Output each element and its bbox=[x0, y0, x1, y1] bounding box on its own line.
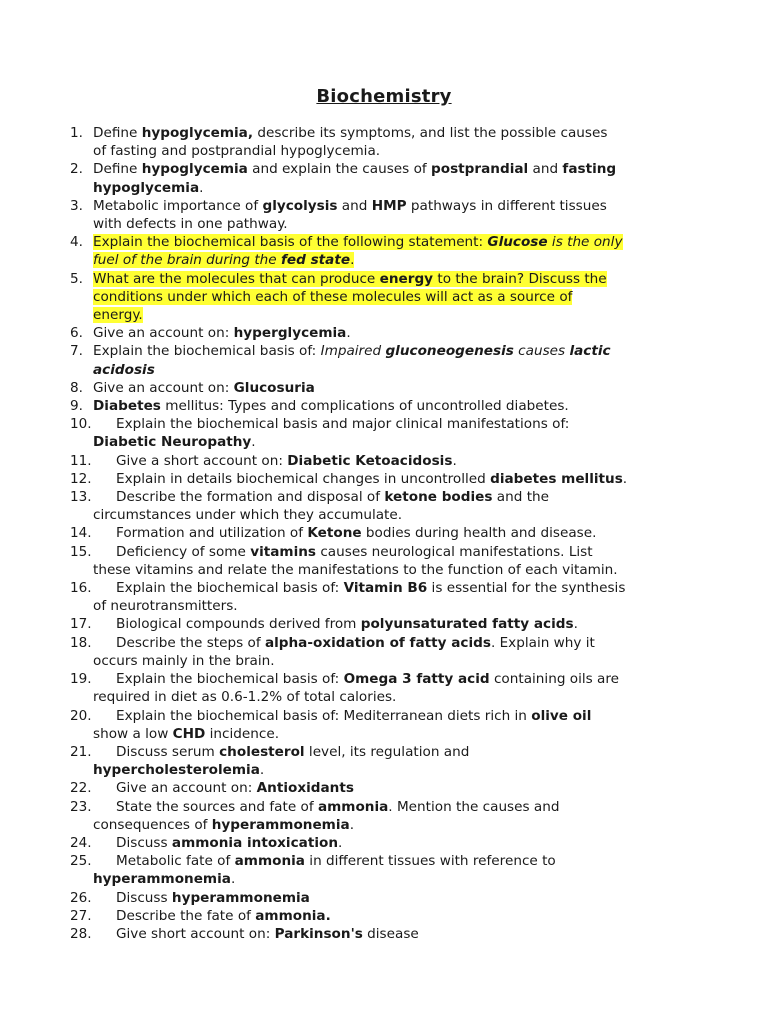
key-term: polyunsaturated fatty acids bbox=[360, 616, 574, 633]
question-line bbox=[93, 561, 710, 579]
question-text: Give a short account on: bbox=[116, 452, 288, 469]
question-number: 8. bbox=[70, 379, 83, 396]
question-text: . bbox=[622, 470, 628, 487]
question-text: . bbox=[346, 325, 351, 342]
key-term: hypercholesterolemia bbox=[93, 762, 260, 779]
question-line bbox=[93, 870, 710, 888]
question-text: . bbox=[350, 252, 355, 269]
question-text: Describe the steps of bbox=[116, 634, 265, 651]
question-item bbox=[70, 324, 710, 342]
question-text: Formation and utilization of bbox=[116, 525, 308, 542]
question-number: 21. bbox=[70, 743, 92, 760]
question-item bbox=[70, 270, 710, 325]
question-text: level, its regulation and bbox=[304, 743, 470, 760]
question-text: disease bbox=[362, 925, 419, 942]
question-item bbox=[70, 197, 710, 233]
question-item bbox=[70, 889, 710, 907]
key-term: glycolysis bbox=[262, 197, 338, 214]
question-text: Explain the biochemical basis of: bbox=[116, 580, 344, 597]
question-item bbox=[70, 707, 710, 743]
question-item bbox=[70, 925, 710, 943]
question-text: Describe the formation and disposal of bbox=[116, 489, 385, 506]
key-term: diabetes mellitus bbox=[490, 470, 623, 487]
question-text: incidence. bbox=[205, 725, 280, 742]
question-number: 5. bbox=[70, 270, 83, 287]
question-item bbox=[70, 798, 710, 834]
question-number: 15. bbox=[70, 543, 92, 560]
question-text: Metabolic fate of bbox=[116, 853, 235, 870]
question-line bbox=[93, 288, 710, 306]
key-term: Ketone bbox=[307, 525, 362, 542]
question-text: is the only bbox=[547, 234, 623, 251]
question-text: Define bbox=[93, 125, 142, 141]
question-text: occurs mainly in the brain. bbox=[93, 652, 275, 669]
key-term: Glucosuria bbox=[233, 379, 315, 396]
key-term: hyperammonemia bbox=[171, 889, 310, 906]
question-text: causes bbox=[513, 343, 570, 360]
question-text: Explain the biochemical basis of: Mediterranean diets rich in bbox=[116, 707, 532, 724]
key-term: hypoglycemia, bbox=[141, 125, 254, 141]
key-term: hypoglycemia bbox=[141, 161, 248, 178]
question-text: these vitamins and relate the manifestations to the function of each vitamin. bbox=[93, 561, 618, 578]
question-text: Deficiency of some bbox=[116, 543, 251, 560]
question-line bbox=[93, 197, 710, 215]
question-text: . bbox=[230, 871, 236, 888]
question-item bbox=[70, 524, 710, 542]
question-text: and the bbox=[492, 489, 550, 506]
question-number: 16. bbox=[70, 580, 92, 597]
question-text: Describe the fate of bbox=[116, 907, 256, 924]
question-item bbox=[70, 634, 710, 670]
question-item bbox=[70, 379, 710, 397]
question-number: 6. bbox=[70, 325, 83, 342]
question-number: 23. bbox=[70, 798, 92, 815]
question-text: Explain the biochemical basis of: bbox=[93, 343, 321, 360]
question-line bbox=[93, 179, 710, 197]
key-term: CHD bbox=[172, 725, 206, 742]
question-item bbox=[70, 124, 710, 160]
key-term: Diabetic Ketoacidosis bbox=[287, 452, 453, 469]
question-line bbox=[116, 615, 710, 633]
question-text: . bbox=[338, 834, 343, 851]
question-line bbox=[116, 907, 710, 925]
question-text: Give an account on: bbox=[93, 379, 234, 396]
question-text: Discuss serum bbox=[116, 743, 220, 760]
question-line bbox=[116, 634, 710, 652]
question-line bbox=[116, 415, 710, 433]
question-text: to the brain? Discuss the bbox=[433, 270, 607, 287]
key-term: fasting bbox=[562, 161, 617, 178]
key-term: energy bbox=[379, 270, 434, 287]
question-number: 10. bbox=[70, 416, 92, 433]
key-term: HMP bbox=[371, 197, 407, 214]
key-term: hyperammonemia bbox=[211, 816, 350, 833]
question-line bbox=[116, 524, 710, 542]
question-text: describe its symptoms, and list the possible causes bbox=[253, 125, 608, 141]
question-text: . bbox=[259, 762, 265, 779]
question-text: mellitus: Types and complications of uncontrolled diabetes. bbox=[160, 398, 569, 415]
key-term: postprandial bbox=[431, 161, 529, 178]
question-number: 13. bbox=[70, 489, 92, 506]
key-term: ammonia intoxication bbox=[171, 834, 338, 851]
question-text: containing oils are bbox=[489, 671, 620, 688]
key-term: ketone bodies bbox=[384, 489, 493, 506]
question-item bbox=[70, 470, 710, 488]
question-line bbox=[116, 779, 710, 797]
question-text: . bbox=[452, 452, 457, 469]
question-item bbox=[70, 579, 710, 615]
question-text: Give an account on: bbox=[93, 325, 234, 342]
question-number: 28. bbox=[70, 925, 92, 942]
question-line bbox=[93, 506, 710, 524]
question-line bbox=[116, 452, 710, 470]
question-line bbox=[116, 470, 710, 488]
key-term: olive oil bbox=[531, 707, 592, 724]
question-text: Give an account on: bbox=[116, 780, 257, 797]
question-text: Explain in details biochemical changes in uncontrolled bbox=[116, 470, 491, 487]
question-line bbox=[93, 215, 710, 233]
question-item bbox=[70, 488, 710, 524]
question-line bbox=[116, 798, 710, 816]
question-number: 17. bbox=[70, 616, 92, 633]
question-text: and bbox=[337, 197, 372, 214]
key-term: hyperammonemia bbox=[93, 871, 231, 888]
question-item bbox=[70, 543, 710, 579]
question-number: 18. bbox=[70, 634, 92, 651]
question-text: . bbox=[349, 816, 355, 833]
question-text: with defects in one pathway. bbox=[93, 216, 288, 233]
question-line bbox=[93, 361, 710, 379]
question-item bbox=[70, 452, 710, 470]
question-line bbox=[116, 543, 710, 561]
question-text: Metabolic importance of bbox=[93, 197, 263, 214]
question-text: and bbox=[528, 161, 563, 178]
question-item bbox=[70, 233, 710, 269]
question-number: 12. bbox=[70, 470, 92, 487]
question-number: 2. bbox=[70, 161, 83, 178]
question-number: 1. bbox=[70, 125, 83, 141]
question-number: 4. bbox=[70, 234, 83, 251]
question-text: Biological compounds derived from bbox=[116, 616, 361, 633]
question-text: Discuss bbox=[116, 889, 172, 906]
key-term: cholesterol bbox=[219, 743, 305, 760]
question-line bbox=[116, 579, 710, 597]
question-number: 24. bbox=[70, 834, 92, 851]
question-text: State the sources and fate of bbox=[116, 798, 318, 815]
question-line bbox=[93, 433, 710, 451]
question-line bbox=[93, 324, 710, 342]
question-line bbox=[93, 233, 710, 251]
question-text: pathways in different tissues bbox=[406, 197, 607, 214]
key-term: Antioxidants bbox=[256, 780, 354, 797]
question-line bbox=[93, 688, 710, 706]
question-text: is essential for the synthesis bbox=[427, 580, 626, 597]
question-text: Discuss bbox=[116, 834, 172, 851]
question-text: . Explain why it bbox=[490, 634, 595, 651]
key-term: Omega 3 fatty acid bbox=[343, 671, 490, 688]
question-line bbox=[116, 925, 710, 943]
question-item bbox=[70, 743, 710, 779]
question-text: Explain the biochemical basis and major clinical manifestations of: bbox=[116, 416, 570, 433]
question-number: 19. bbox=[70, 671, 92, 688]
question-item bbox=[70, 670, 710, 706]
question-text: circumstances under which they accumulate. bbox=[93, 507, 403, 524]
question-item bbox=[70, 342, 710, 378]
question-text: conditions under which each of these molecules will act as a source of bbox=[93, 288, 573, 305]
question-item bbox=[70, 834, 710, 852]
key-term: lactic bbox=[569, 343, 611, 360]
question-list bbox=[70, 124, 710, 943]
question-text: consequences of bbox=[93, 816, 212, 833]
question-text: . bbox=[251, 434, 256, 451]
question-item bbox=[70, 615, 710, 633]
question-text: . bbox=[573, 616, 578, 633]
key-term: Vitamin B6 bbox=[343, 580, 428, 597]
question-line bbox=[93, 342, 710, 360]
question-number: 26. bbox=[70, 889, 92, 906]
question-text: Give short account on: bbox=[116, 925, 275, 942]
question-line bbox=[93, 270, 710, 288]
question-number: 22. bbox=[70, 780, 92, 797]
question-line bbox=[116, 834, 710, 852]
key-term: Parkinson's bbox=[274, 925, 363, 942]
question-line bbox=[93, 124, 710, 142]
key-term: fed state bbox=[280, 252, 351, 269]
key-term: Diabetes bbox=[93, 398, 161, 415]
key-term: vitamins bbox=[250, 543, 317, 560]
question-item bbox=[70, 779, 710, 797]
question-text: bodies during health and disease. bbox=[361, 525, 597, 542]
question-line bbox=[116, 889, 710, 907]
question-line bbox=[116, 488, 710, 506]
document-title: Biochemistry bbox=[316, 86, 452, 107]
question-number: 25. bbox=[70, 853, 92, 870]
question-line bbox=[93, 251, 710, 269]
question-item bbox=[70, 397, 710, 415]
question-text: required in diet as 0.6-1.2% of total calories. bbox=[93, 689, 397, 706]
question-item bbox=[70, 160, 710, 196]
question-item bbox=[70, 415, 710, 451]
question-number: 14. bbox=[70, 525, 92, 542]
question-line bbox=[93, 397, 710, 415]
question-text: of fasting and postprandial hypoglycemia. bbox=[93, 143, 381, 160]
question-text: Define bbox=[93, 161, 142, 178]
question-line bbox=[93, 379, 710, 397]
question-number: 7. bbox=[70, 343, 83, 360]
question-number: 9. bbox=[70, 398, 83, 415]
question-item bbox=[70, 852, 710, 888]
question-text: Impaired bbox=[320, 343, 386, 360]
key-term: alpha-oxidation of fatty acids bbox=[264, 634, 491, 651]
question-line bbox=[93, 652, 710, 670]
question-line bbox=[93, 725, 710, 743]
question-line bbox=[93, 597, 710, 615]
question-number: 3. bbox=[70, 197, 83, 214]
question-text: fuel of the brain during the bbox=[93, 252, 281, 269]
question-line bbox=[93, 816, 710, 834]
question-text: and explain the causes of bbox=[247, 161, 432, 178]
question-line bbox=[93, 761, 710, 779]
key-term: ammonia bbox=[317, 798, 389, 815]
key-term: hypoglycemia bbox=[93, 179, 200, 196]
question-text: in different tissues with reference to bbox=[304, 853, 556, 870]
key-term: ammonia. bbox=[255, 907, 331, 924]
question-line bbox=[116, 670, 710, 688]
key-term: gluconeogenesis bbox=[385, 343, 514, 360]
key-term: hyperglycemia bbox=[233, 325, 347, 342]
question-text: causes neurological manifestations. List bbox=[316, 543, 593, 560]
question-number: 27. bbox=[70, 907, 92, 924]
question-line bbox=[116, 707, 710, 725]
question-item bbox=[70, 907, 710, 925]
question-text: Explain the biochemical basis of the following statement: bbox=[93, 234, 488, 251]
question-text: show a low bbox=[93, 725, 173, 742]
question-line bbox=[116, 743, 710, 761]
question-text: Explain the biochemical basis of: bbox=[116, 671, 344, 688]
question-text: . Mention the causes and bbox=[388, 798, 560, 815]
question-line bbox=[116, 852, 710, 870]
key-term: Diabetic Neuropathy bbox=[93, 434, 252, 451]
question-line bbox=[93, 160, 710, 178]
question-text: energy. bbox=[93, 307, 143, 324]
question-text: . bbox=[199, 179, 204, 196]
question-line bbox=[93, 306, 710, 324]
key-term: ammonia bbox=[234, 853, 305, 870]
question-number: 20. bbox=[70, 707, 92, 724]
key-term: acidosis bbox=[93, 361, 155, 378]
question-text: What are the molecules that can produce bbox=[93, 270, 380, 287]
question-number: 11. bbox=[70, 452, 92, 469]
question-text: of neurotransmitters. bbox=[93, 598, 238, 615]
question-line bbox=[93, 142, 710, 160]
key-term: Glucose bbox=[487, 234, 548, 251]
